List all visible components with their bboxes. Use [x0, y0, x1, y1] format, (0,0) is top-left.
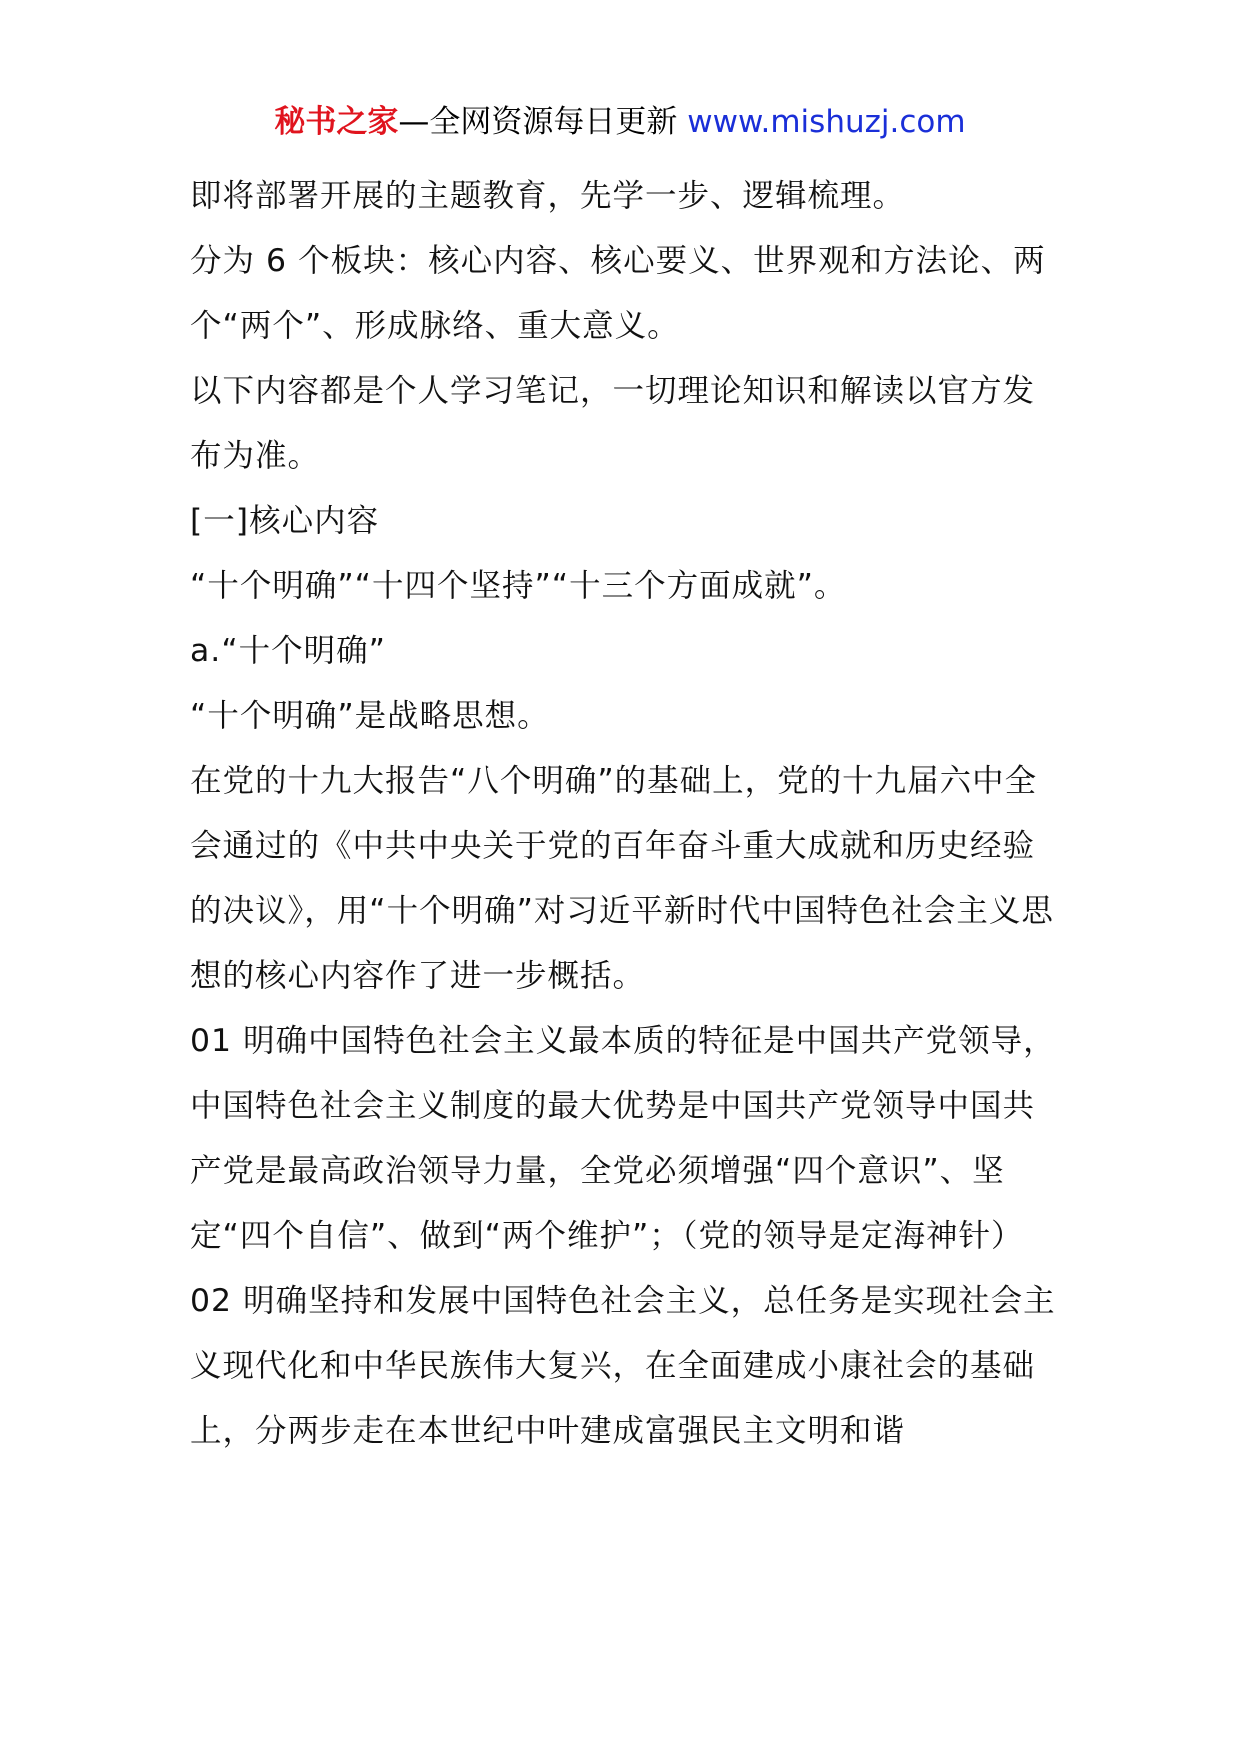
header-url-link[interactable]: www.mishuzj.com — [687, 104, 966, 140]
paragraph-summary: “十个明确”“十四个坚持”“十三个方面成就”。 — [190, 568, 847, 604]
paragraph-disclaimer: 以下内容都是个人学习笔记，一切理论知识和解读以官方发布为准。 — [190, 373, 1036, 474]
paragraph-definition: “十个明确”是战略思想。 — [190, 698, 550, 734]
paragraph-intro: 即将部署开展的主题教育，先学一步、逻辑梳理。 — [190, 178, 906, 214]
document-body — [190, 164, 1056, 1464]
header-brand: 秘书之家 — [274, 104, 399, 140]
subsection-heading: a.“十个明确” — [190, 633, 386, 669]
paragraph-background: 在党的十九大报告“八个明确”的基础上，党的十九届六中全会通过的《中共中央关于党的百年奋斗重大成就和历史经验的决议》，用“十个明确”对习近平新时代中国特色社会主义思想的核心内容作了进一步概括。 — [190, 763, 1054, 994]
paragraph-item-02: 02 明确坚持和发展中国特色社会主义，总任务是实现社会主义现代化和中华民族伟大复兴，在全面建成小康社会的基础上，分两步走在本世纪中叶建成富强民主文明和谐 — [190, 1283, 1056, 1449]
page-header — [0, 100, 1240, 144]
section-heading: [一]核心内容 — [190, 503, 380, 539]
paragraph-sections: 分为 6 个板块：核心内容、核心要义、世界观和方法论、两个“两个”、形成脉络、重大意义。 — [190, 243, 1046, 344]
header-slogan: —全网资源每日更新 — [398, 104, 678, 140]
paragraph-item-01: 01 明确中国特色社会主义最本质的特征是中国共产党领导，中国特色社会主义制度的最大优势是中国共产党领导中国共产党是最高政治领导力量，全党必须增强“四个意识”、坚定“四个自信”、做到“两个维护”；（党的领导是定海神针） — [190, 1023, 1056, 1254]
